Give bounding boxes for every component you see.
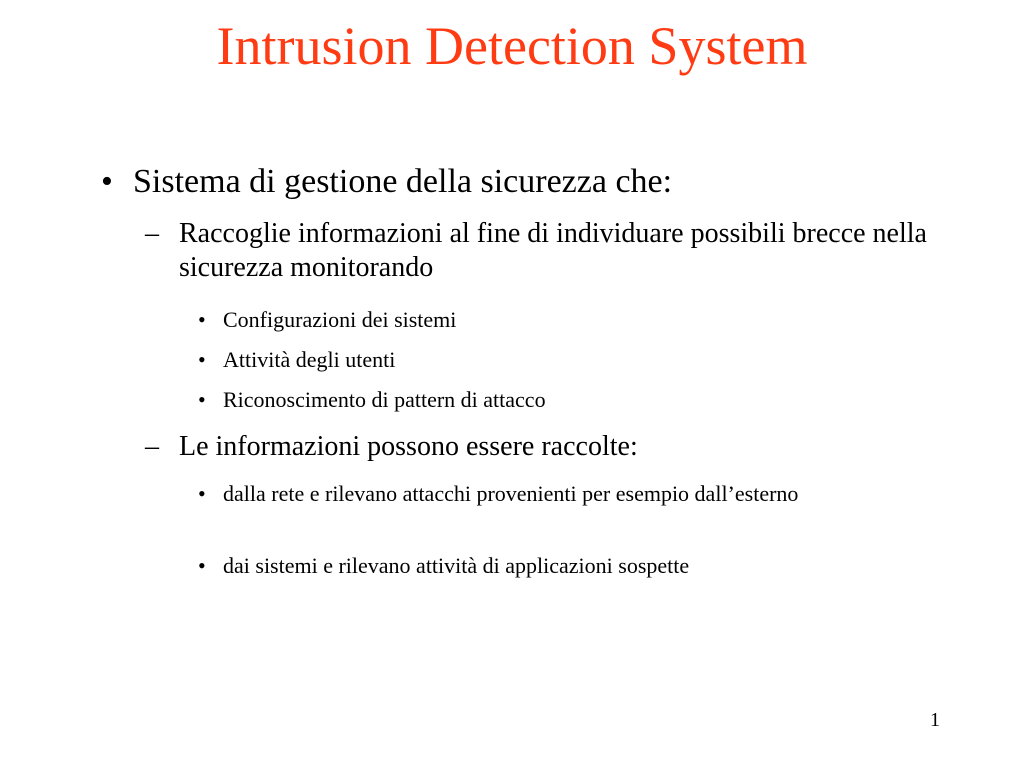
bullet-text: dalla rete e rilevano attacchi provenienti per esempio dall’esterno [223,481,799,506]
bullet-text: Attività degli utenti [223,347,396,372]
bullet-text: dai sistemi e rilevano attività di applicazioni sospette [223,553,690,578]
bullet-text: Riconoscimento di pattern di attacco [223,387,546,412]
dash-marker: – [145,218,159,249]
page-number: 1 [930,709,940,731]
bullet-marker: • [198,387,206,412]
bullet-marker: • [101,163,113,200]
bullet-text: Le informazioni possono essere raccolte: [179,431,638,462]
bullet-marker: • [198,307,206,332]
bullet-text: Sistema di gestione della sicurezza che: [133,163,673,200]
dash-marker: – [145,431,159,462]
slide-title: Intrusion Detection System [216,16,808,76]
bullet-text: Configurazioni dei sistemi [223,307,457,332]
bullet-marker: • [198,481,206,506]
bullet-marker: • [198,347,206,372]
bullet-text: Raccoglie informazioni al fine di individuare possibili brecce nella sicurezza monitorando [179,218,927,283]
bullet-marker: • [198,553,206,578]
